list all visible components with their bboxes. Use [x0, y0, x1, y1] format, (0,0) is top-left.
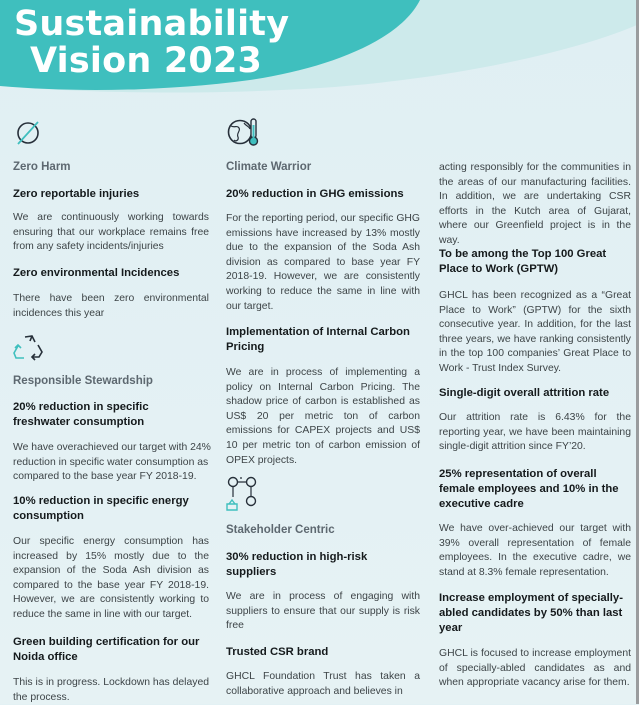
goal-green-building: Green building certification for our Noida office — [13, 636, 200, 663]
text-zero-environmental: There have been zero environmental incidences this year — [13, 293, 209, 319]
goal-high-risk-suppliers: 30% reduction in high-risk suppliers — [226, 551, 368, 578]
text-csr-brand: GHCL Foundation Trust has taken a collaborative approach and believes in — [226, 671, 420, 697]
goal-zero-injuries: Zero reportable injuries — [13, 188, 140, 200]
goal-attrition: Single-digit overall attrition rate — [439, 387, 610, 399]
text-csr-continued: acting responsibly for the communities in the areas of our manufacturing facilities. In addition, we are undertaking CSR efforts in the Kutch area of Gujarat, where our Greenfield project is in the way. — [439, 162, 631, 246]
goal-specially-abled: Increase employment of specially-abled candidates by 50% than last year — [439, 592, 623, 634]
text-green-building: This is in progress. Lockdown has delayed the process. — [13, 677, 209, 703]
goal-ghg: 20% reduction in GHG emissions — [226, 188, 404, 200]
goal-great-place-to-work: To be among the Top 100 Great Place to Work (GPTW) — [439, 248, 607, 275]
category-climate-warrior: Climate Warrior — [226, 161, 312, 173]
goal-freshwater: 20% reduction in specific freshwater consumption — [13, 401, 149, 428]
goal-zero-environmental: Zero environmental Incidences — [13, 267, 180, 279]
title-line-2: Vision 2023 — [30, 41, 263, 81]
goal-energy: 10% reduction in specific energy consumption — [13, 495, 189, 522]
text-freshwater: We have overachieved our target with 24% reduction in specific water consumption as compared to the base year FY 2018-19. — [13, 442, 211, 483]
page-title — [14, 6, 289, 80]
text-female-representation: We have over-achieved our target with 39% overall representation of female employees. In the executive cadre, we stand at 8.3% female representation. — [439, 523, 631, 578]
text-high-risk-suppliers: We are in process of engaging with suppliers to ensure that our supply is risk free — [226, 591, 420, 632]
text-carbon-pricing: We are in process of implementing a policy on Internal Carbon Pricing. The shadow price of carbon is established as US$ 20 per metric ton of carbon emissions for CAPEX projects and US$ 10 per metric ton of carbon emission of OPEX projects. — [226, 367, 420, 466]
globe-thermometer-icon — [225, 115, 261, 149]
text-energy: Our specific energy consumption has increased by 15% mostly due to the expansion of the Soda Ash division as compared to the base year FY 2018-19. However, we are consistently working to reduce the same in line with our target. — [13, 536, 209, 620]
stakeholder-network-icon — [224, 474, 264, 514]
category-zero-harm: Zero Harm — [13, 161, 71, 173]
goal-female-representation: 25% representation of overall female employees and 10% in the executive cadre — [439, 468, 619, 510]
no-harm-icon — [13, 118, 43, 148]
text-attrition: Our attrition rate is 6.43% for the reporting year, we have been maintaining single-digit attrition since FY’20. — [439, 412, 631, 453]
recycle-icon — [11, 332, 47, 364]
text-specially-abled: GHCL is focused to increase employment of specially-abled candidates as and when appropriate vacancy arise for them. — [439, 648, 631, 689]
goal-carbon-pricing: Implementation of Internal Carbon Pricing — [226, 326, 410, 353]
goal-csr-brand: Trusted CSR brand — [226, 646, 329, 658]
text-ghg: For the reporting period, our specific GHG emissions have increased by 13% mostly due to the expansion of the Soda Ash division as compared to base year FY 2018-19. However, we are consistently working to reduce the same in line with our target. — [226, 213, 420, 312]
text-great-place-to-work: GHCL has been recognized as a “Great Place to Work” (GPTW) for the sixth consecutive year. In addition, for the last three years, we have ranking consistently in the top 100 companies’ Great Place to Work - Trust Index Survey. — [439, 290, 631, 374]
title-line-1: Sustainability — [14, 4, 290, 44]
text-zero-injuries: We are continuously working towards ensuring that our workplace remains free from any safety incidents/injuries — [13, 212, 209, 253]
category-responsible-stewardship: Responsible Stewardship — [13, 375, 153, 387]
category-stakeholder-centric: Stakeholder Centric — [226, 524, 335, 536]
